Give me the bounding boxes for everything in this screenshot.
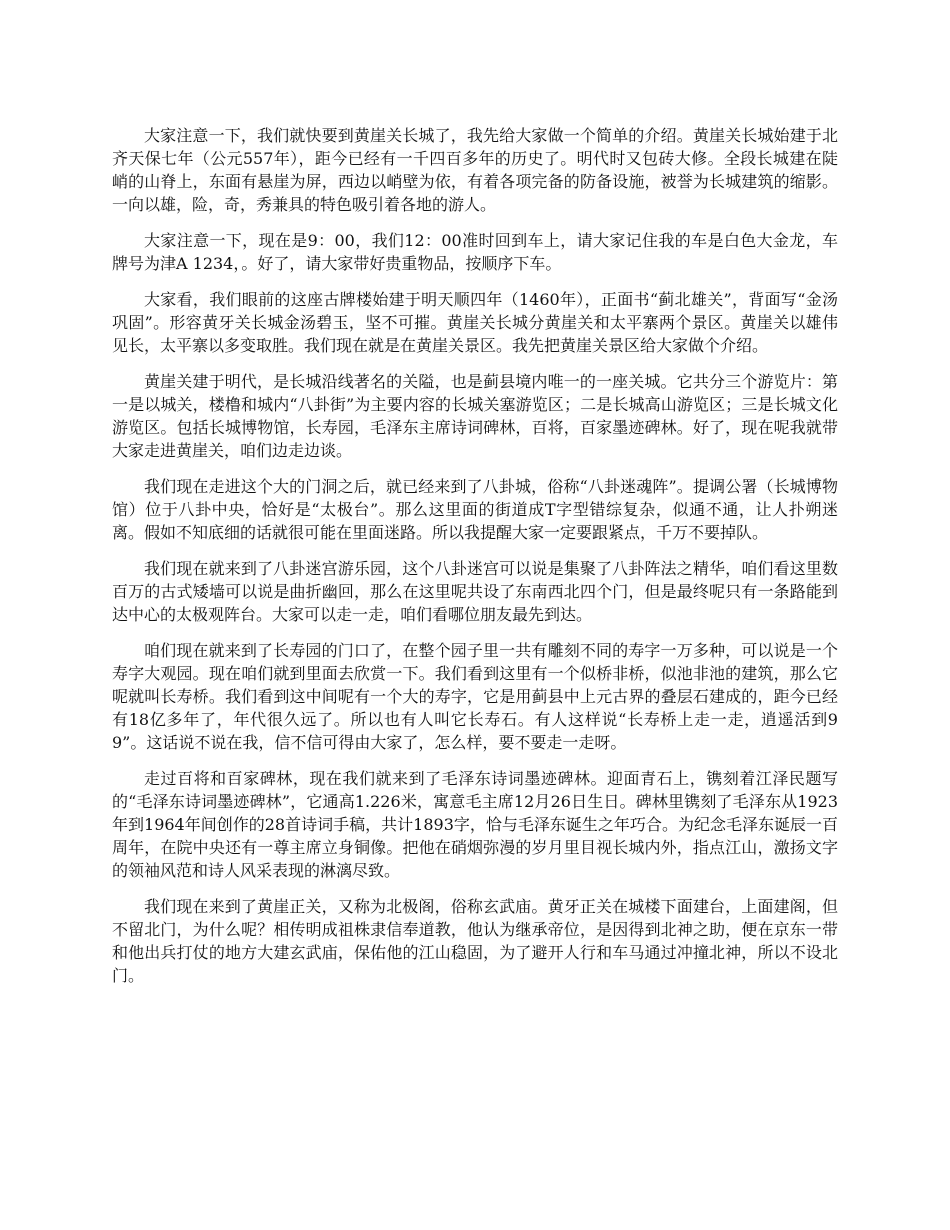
document-body bbox=[112, 124, 838, 1000]
paragraph-4: 黄崖关建于明代，是长城沿线著名的关隘，也是蓟县境内唯一的一座关城。它共分三个游览片：第一是以城关，楼橹和城内“八卦街”为主要内容的长城关塞游览区；二是长城高山游览区；三是长城文化游览区。包括长城博物馆，长寿园，毛泽东主席诗词碑林，百将，百家墨迹碑林。好了，现在呢我就带大家走进黄崖关，咱们边走边谈。 bbox=[112, 372, 838, 460]
paragraph-6: 我们现在就来到了八卦迷宫游乐园，这个八卦迷宫可以说是集聚了八卦阵法之精华，咱们看这里数百万的古式矮墙可以说是曲折幽回，那么在这里呢共设了东南西北四个门，但是最终呢只有一条路能到达中心的太极观阵台。大家可以走一走，咱们看哪位朋友最先到达。 bbox=[112, 559, 838, 624]
paragraph-5: 我们现在走进这个大的门洞之后，就已经来到了八卦城，俗称“八卦迷魂阵”。提调公署（长城博物馆）位于八卦中央，恰好是“太极台”。那么这里面的街道成T字型错综复杂，似通不通，让人扑朔迷离。假如不知底细的话就很可能在里面迷路。所以我提醒大家一定要跟紧点，千万不要掉队。 bbox=[112, 477, 838, 542]
paragraph-9: 我们现在来到了黄崖正关，又称为北极阁，俗称玄武庙。黄牙正关在城楼下面建台，上面建阁，但不留北门，为什么呢？相传明成祖株隶信奉道教，他认为继承帝位，是因得到北神之助，便在京东一带和他出兵打仗的地方大建玄武庙，保佑他的江山稳固，为了避开人行和车马通过冲撞北神，所以不设北门。 bbox=[112, 897, 838, 985]
paragraph-8: 走过百将和百家碑林，现在我们就来到了毛泽东诗词墨迹碑林。迎面青石上，镌刻着江泽民题写的“毛泽东诗词墨迹碑林”，它通高1.226米，寓意毛主席12月26日生日。碑林里镌刻了毛泽东从1923年到1964年间创作的28首诗词手稿，共计1893字，恰与毛泽东诞生之年巧合。为纪念毛泽东诞辰一百周年，在院中央还有一尊主席立身铜像。把他在硝烟弥漫的岁月里目视长城内外，指点江山，激扬文字的领袖风范和诗人风采表现的淋漓尽致。 bbox=[112, 769, 838, 880]
paragraph-7: 咱们现在就来到了长寿园的门口了，在整个园子里一共有雕刻不同的寿字一万多种，可以说是一个寿字大观园。现在咱们就到里面去欣赏一下。我们看到这里有一个似桥非桥，似池非池的建筑，那么它呢就叫长寿桥。我们看到这中间呢有一个大的寿字，它是用蓟县中上元古界的叠层石建成的，距今已经有18亿多年了，年代很久远了。所以也有人叫它长寿石。有人这样说“长寿桥上走一走，逍遥活到99”。这话说不说在我，信不信可得由大家了，怎么样，要不要走一走呀。 bbox=[112, 641, 838, 752]
paragraph-1: 大家注意一下，我们就快要到黄崖关长城了，我先给大家做一个简单的介绍。黄崖关长城始建于北齐天保七年（公元557年），距今已经有一千四百多年的历史了。明代时又包砖大修。全段长城建在陡峭的山脊上，东面有悬崖为屏，西边以峭壁为依，有着各项完备的防备设施，被誉为长城建筑的缩影。一向以雄，险，奇，秀兼具的特色吸引着各地的游人。 bbox=[112, 126, 838, 214]
paragraph-2: 大家注意一下，现在是9：00，我们12：00准时回到车上，请大家记住我的车是白色大金龙，车牌号为津A 1234，。好了，请大家带好贵重物品，按顺序下车。 bbox=[112, 231, 838, 273]
paragraph-3: 大家看，我们眼前的这座古牌楼始建于明天顺四年（1460年），正面书“蓟北雄关”，背面写“金汤巩固”。形容黄牙关长城金汤碧玉，坚不可摧。黄崖关长城分黄崖关和太平寨两个景区。黄崖关以雄伟见长，太平寨以多变取胜。我们现在就是在黄崖关景区。我先把黄崖关景区给大家做个介绍。 bbox=[112, 290, 838, 355]
